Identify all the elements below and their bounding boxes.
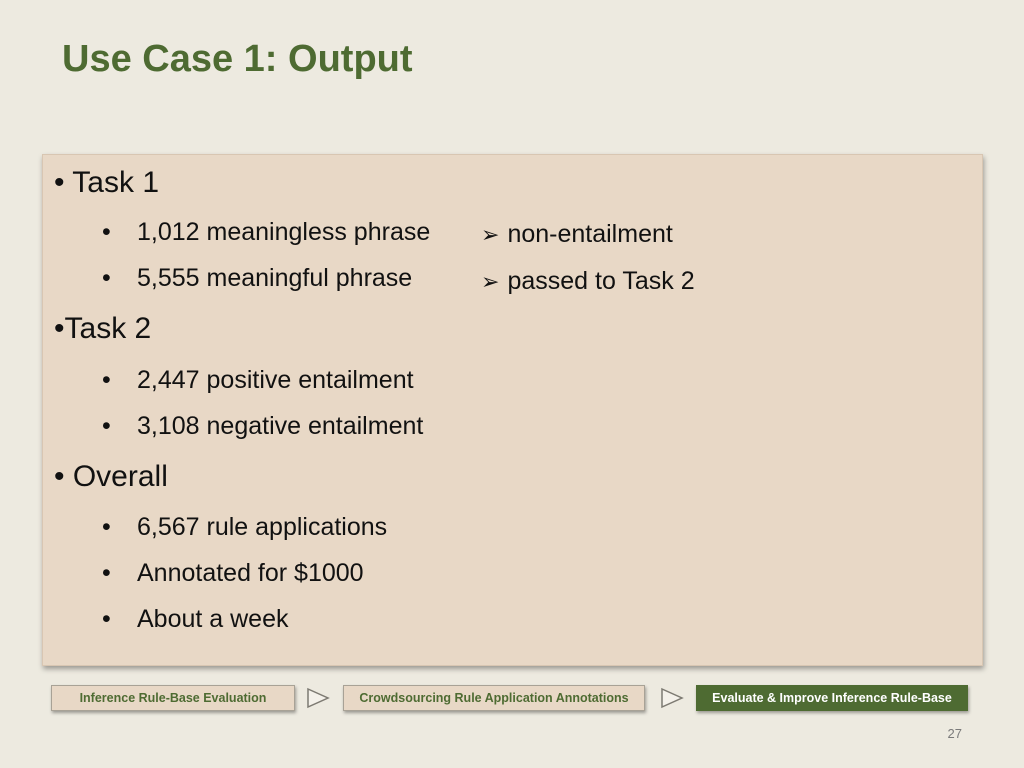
flow-arrow-icon (660, 687, 684, 709)
arrow-bullet-icon: ➢ (481, 269, 500, 294)
task1-result-2 (481, 267, 695, 296)
sub-bullet: • (102, 559, 111, 587)
flow-step-crowdsourcing[interactable]: Crowdsourcing Rule Application Annotations (343, 685, 645, 711)
sub-bullet: • (102, 412, 111, 440)
sub-bullet: • (102, 218, 111, 246)
overall-heading: • Overall (54, 460, 168, 493)
overall-item-1: 6,567 rule applications (137, 513, 388, 541)
flow-step-evaluation[interactable]: Inference Rule-Base Evaluation (51, 685, 295, 711)
task1-heading: • Task 1 (54, 166, 159, 199)
task2-item-1: 2,447 positive entailment (137, 366, 414, 394)
overall-item-2: Annotated for $1000 (137, 559, 364, 587)
task1-result-2-text: passed to Task 2 (507, 267, 695, 295)
task1-item-1: 1,012 meaningless phrase (137, 218, 431, 246)
task1-result-1-text: non-entailment (507, 220, 673, 248)
overall-item-3: About a week (137, 605, 289, 633)
sub-bullet: • (102, 513, 111, 541)
task1-item-2: 5,555 meaningful phrase (137, 264, 413, 292)
page-number: 27 (947, 726, 962, 741)
sub-bullet: • (102, 264, 111, 292)
flow-step-improve-active[interactable]: Evaluate & Improve Inference Rule-Base (696, 685, 968, 711)
sub-bullet: • (102, 605, 111, 633)
sub-bullet: • (102, 366, 111, 394)
task2-item-2: 3,108 negative entailment (137, 412, 424, 440)
task2-heading: •Task 2 (54, 312, 152, 345)
flow-arrow-icon (306, 687, 330, 709)
arrow-bullet-icon: ➢ (481, 222, 500, 247)
slide-title: Use Case 1: Output (62, 38, 413, 80)
task1-result-1 (481, 220, 673, 249)
